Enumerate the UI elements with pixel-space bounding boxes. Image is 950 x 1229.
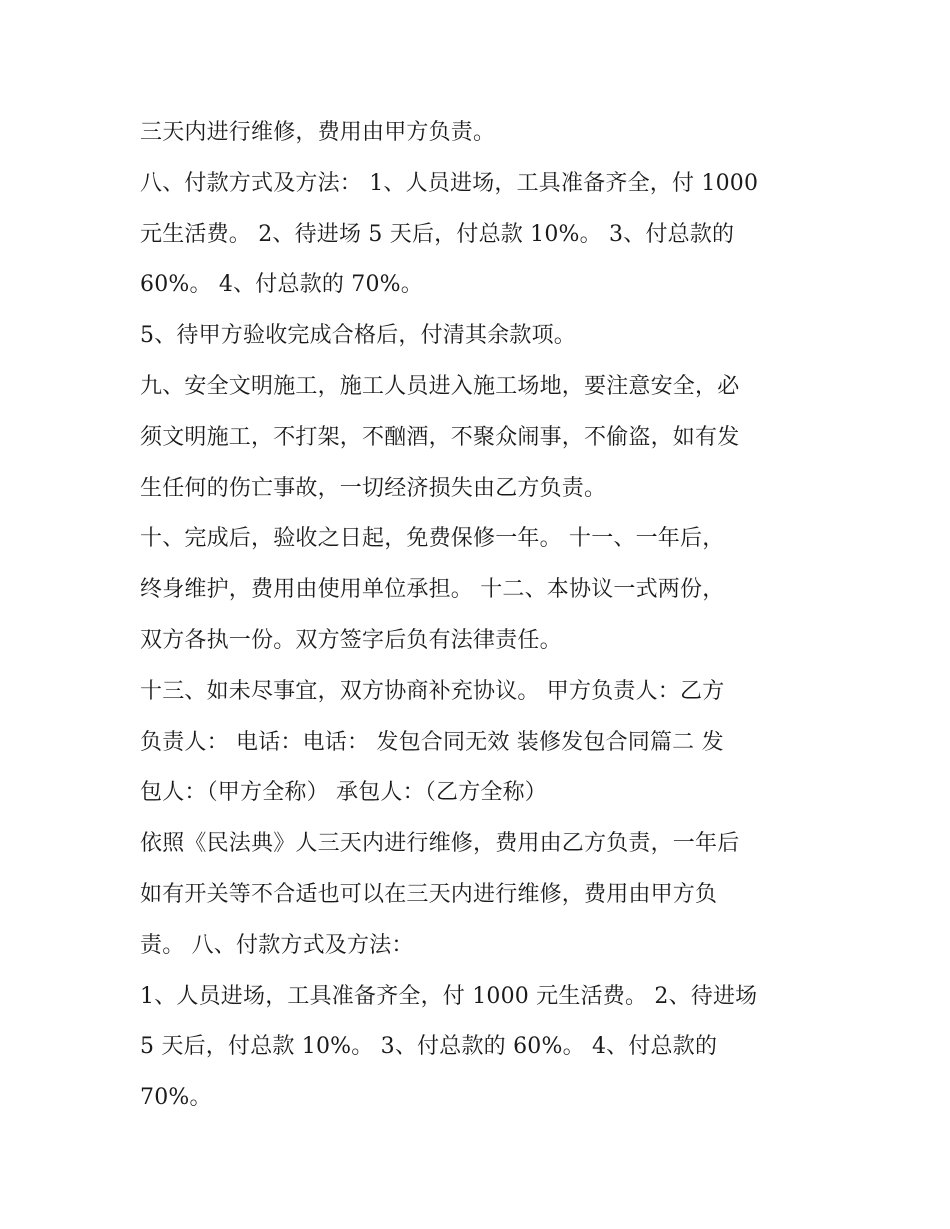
text-line: 九、安全文明施工，施工人员进入施工场地，要注意安全，必 <box>140 373 740 399</box>
text-line: 70%。 <box>140 1085 212 1111</box>
text-line: 60%。 4、付总款的 70%。 <box>140 272 423 298</box>
contract-text <box>140 108 820 1124</box>
text-line: 终身维护，费用由使用单位承担。 十二、本协议一式两份， <box>140 577 725 603</box>
text-line: 责。 八、付款方式及方法： <box>140 932 414 958</box>
text-line: 元生活费。 2、待进场 5 天后，付总款 10%。 3、付总款的 <box>140 221 735 247</box>
text-line: 5 天后，付总款 10%。 3、付总款的 60%。 4、付总款的 <box>140 1034 718 1060</box>
text-line: 5、待甲方验收完成合格后，付清其余款项。 <box>140 323 576 349</box>
text-line: 生任何的伤亡事故，一切经济损失由乙方负责。 <box>140 475 607 501</box>
text-line: 如有开关等不合适也可以在三天内进行维修，费用由甲方负 <box>140 881 718 907</box>
text-line: 负责人： 电话：电话： 发包合同无效 装修发包合同篇二 发 <box>140 729 724 755</box>
text-line: 1、人员进场，工具准备齐全，付 1000 元生活费。 2、待进场 <box>140 983 758 1009</box>
text-line: 三天内进行维修，费用由甲方负责。 <box>140 120 496 145</box>
text-line: 须文明施工，不打架，不酗酒，不聚众闹事，不偷盗，如有发 <box>140 424 740 450</box>
text-line: 十三、如未尽事宜，双方协商补充协议。 甲方负责人：乙方 <box>140 678 725 704</box>
text-line: 依照《民法典》人三天内进行维修，费用由乙方负责，一年后 <box>140 831 740 857</box>
text-line: 八、付款方式及方法： 1、人员进场，工具准备齐全，付 1000 <box>140 170 759 196</box>
text-line: 十、完成后，验收之日起，免费保修一年。 十一、一年后， <box>140 526 725 552</box>
text-line: 双方各执一份。双方签字后负有法律责任。 <box>140 627 562 653</box>
text-line: 包人：（甲方全称） 承包人：（乙方全称） <box>140 780 547 806</box>
